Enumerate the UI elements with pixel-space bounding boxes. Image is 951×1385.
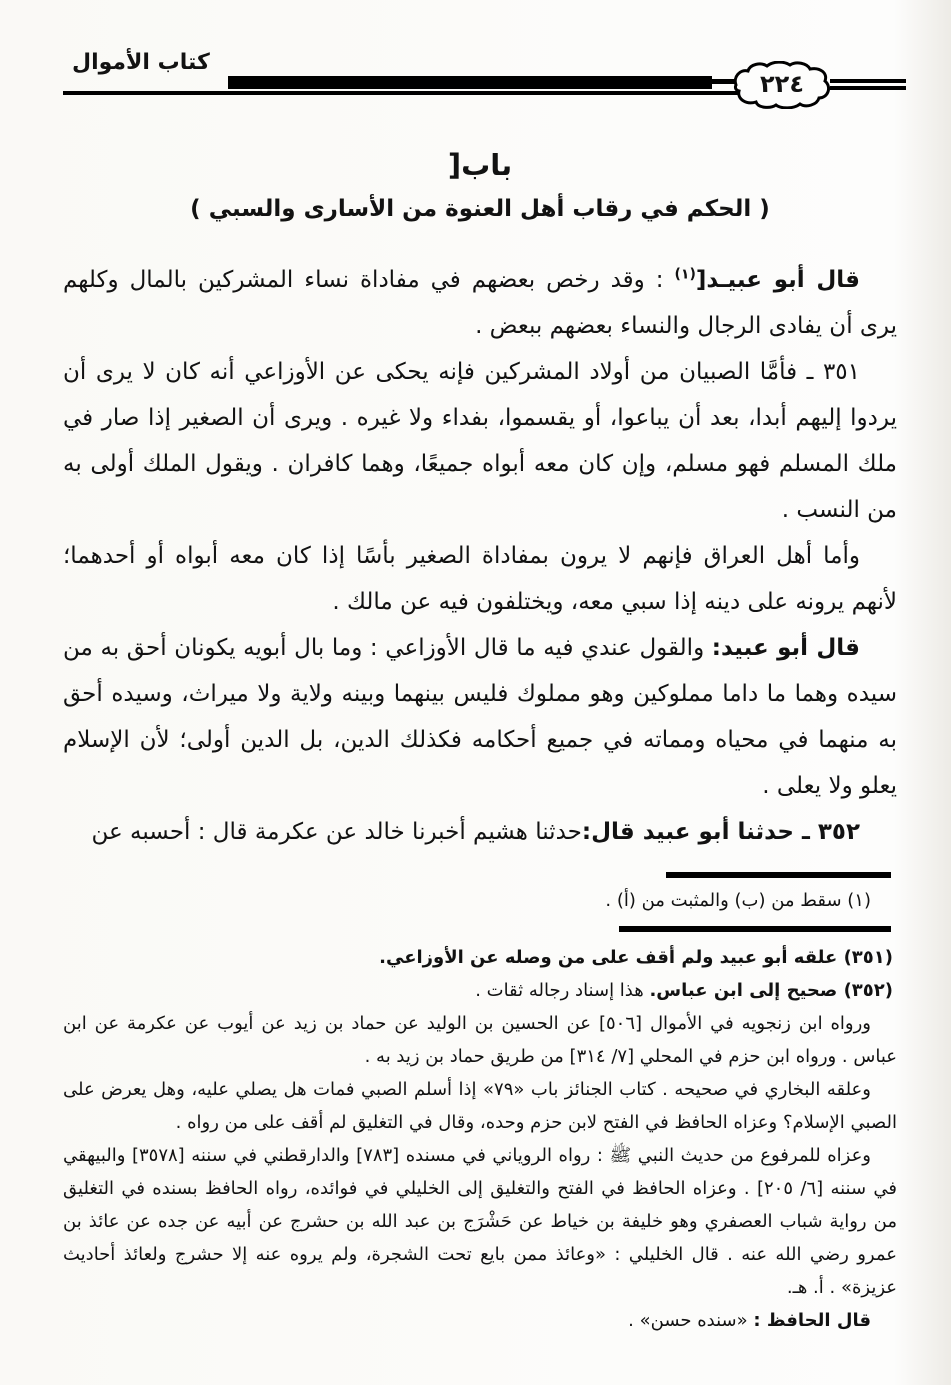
footnote-separator-top	[666, 872, 891, 878]
footnote-1: (١) سقط من (ب) والمثبت من (أ) .	[605, 890, 871, 911]
page-number-cartouche	[729, 61, 835, 109]
paragraph-351	[63, 349, 897, 533]
closing-lead: قال الحافظ :	[753, 1310, 871, 1331]
paragraph-iraq	[63, 533, 897, 625]
speaker-lead: قال أبو عبيد:	[711, 635, 860, 661]
hadith-lead: ٣٥٢ ـ حدثنا أبو عبيد قال:	[581, 819, 860, 845]
footnote-352-rest: هذا إسناد رجاله ثقات .	[475, 980, 650, 1001]
header-heavy-rule	[228, 76, 712, 89]
speaker-lead: قال أبو عبيـد[	[695, 267, 860, 293]
closing-text: «سنده حسن» .	[628, 1310, 754, 1331]
paragraph-352	[63, 809, 897, 855]
chapter-heading	[63, 148, 897, 222]
footnote-352-grade: (٣٥٢) صحيح إلى ابن عباس.	[649, 980, 893, 1001]
header-long-rule	[63, 91, 738, 95]
main-text	[63, 257, 897, 855]
paragraph-text: حدثنا هشيم أخبرنا خالد عن عكرمة قال : أحسبه عن	[91, 819, 582, 845]
footnote-closing	[63, 1304, 897, 1337]
chapter-title: باب[	[447, 148, 513, 182]
footnote-352	[63, 974, 897, 1007]
footnote-takhrij-3: وعزاه للمرفوع من حديث النبي ﷺ : رواه الروياني في مسنده [٧٨٣] والدارقطني في سننه [٣٥٧٨] والبيهقي في سننه [٦/ ٢٠٥] . وعزاه الحافظ في الفتح والتغليق إلى الخليلي في فوائده، رواه الحافظ بسنده في التغليق من رواية شباب العصفري وهو خليفة بن خياط عن حَشْرَج بن عبد الله بن حشرج عن أبيه عن جده عن عائذ بن عمرو رضي الله عنه . قال الخليلي : «وعائذ ممن بايع تحت الشجرة، ولم يروه عنه إلا حشرج ولعائذ أحاديث عزيزة» . أ. هـ.	[63, 1145, 898, 1298]
footnote-351	[63, 941, 897, 974]
paragraph-opinion	[63, 625, 897, 809]
footnotes-section	[63, 872, 897, 1337]
book-title: كتاب الأموال	[72, 50, 210, 75]
footnote-takhrij-2: وعلقه البخاري في صحيحه . كتاب الجنائز باب «٧٩» إذا أسلم الصبي فمات هل يصلي عليه، وهل يعرض على الصبي الإسلام؟ وعزاه الحافظ في الفتح لابن حزم وحده، وقال في التغليق لم أقف على من رواه .	[63, 1079, 897, 1133]
paragraph-intro	[63, 257, 897, 349]
paragraph-text: : وقد رخص بعضهم في مفاداة نساء المشركين بالمال وكلهم يرى أن يفادى الرجال والنساء بعضهم ببعض .	[63, 267, 897, 339]
footnote-ref-1: (١)	[674, 266, 696, 283]
footnote-separator-second	[619, 926, 891, 932]
paragraph-text: ٣٥١ ـ فأمَّا الصبيان من أولاد المشركين فإنه يحكى عن الأوزاعي أنه كان لا يرى أن يردوا إليهم أبدا، بعد أن يباعوا، أو يقسموا، بفداء ولا غيره . ويرى أن الصغير إذا صار في ملك المسلم فهو مسلم، وإن كان معه أبواه جميعًا، وهما كافران . ويقول الملك أولى به من النسب .	[63, 359, 897, 523]
paragraph-text: وأما أهل العراق فإنهم لا يرون بمفاداة الصغير بأسًا إذا كان معه أبواه أو أحدهما؛ لأنهم يرونه على دينه إذا سبي معه، ويختلفون فيه عن مالك .	[63, 543, 897, 615]
header-right-rule-top	[830, 79, 906, 83]
footnote-351-text: (٣٥١) علقه أبو عبيد ولم أقف على من وصله عن الأوزاعي.	[379, 947, 893, 968]
page-number: ٢٢٤	[760, 70, 804, 98]
header-right-rule-bottom	[830, 86, 906, 90]
chapter-subtitle: ( الحكم في رقاب أهل العنوة من الأسارى والسبي )	[190, 196, 770, 222]
paragraph-text: والقول عندي فيه ما قال الأوزاعي : وما بال أبويه يكونان أحق به من سيده وهما ما داما مملوكين وهو مملوك فليس بينهما وبينه ولاية ولا ميراث، وسيده أحق به منهما في محياه ومماته في جميع أحكامه فكذلك الدين، بل الدين أولى؛ لأن الإسلام يعلو ولا يعلى .	[63, 635, 897, 799]
footnote-takhrij-1: ورواه ابن زنجويه في الأموال [٥٠٦] عن الحسين بن الوليد عن حماد بن زيد عن أيوب عن عكرمة عن ابن عباس . ورواه ابن حزم في المحلي [٧/ ٣١٤] من طريق حماد بن زيد به .	[63, 1013, 897, 1067]
